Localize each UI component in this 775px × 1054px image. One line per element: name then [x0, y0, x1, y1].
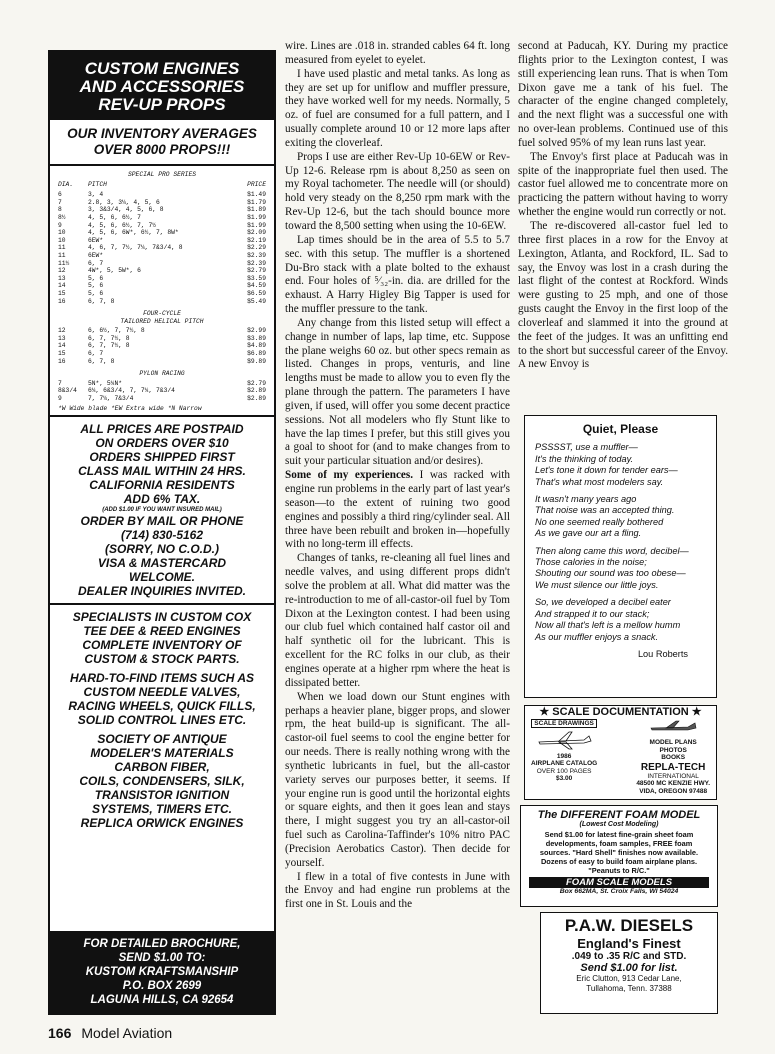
- insured-note: (ADD $1.00 IF YOU WANT INSURED MAIL): [102, 507, 222, 514]
- brochure-footer: FOR DETAILED BROCHURE, SEND $1.00 TO: KUSTOM KRAFTSMANSHIP P.O. BOX 2699 LAGUNA HILLS, CA 92654: [50, 931, 274, 1013]
- price-row: 8 3, 3&3/4, 4, 5, 6, 8 $1.89: [58, 206, 266, 214]
- article-paragraph: second at Paducah, KY. During my practice flights prior to the Lexington contest, I was still experiencing lean runs. That is when Tom Dixon gave me a tank of his fuel. The character of the engine changed completely, and the next flight was a successful one with no over-lean problems. Continued use of this fuel solved 95% of my lean runs last year.: [518, 40, 728, 149]
- price-row: 7 5N*, 5¼N* $2.79: [58, 379, 266, 387]
- price-row: 10 4, 5, 6, 6W*, 6½, 7, 8W* $2.09: [58, 229, 266, 237]
- four-cycle-title: FOUR-CYCLE TAILORED HELICAL PITCH: [120, 310, 204, 325]
- poem-author: Lou Roberts: [637, 648, 688, 659]
- article-paragraph: Lap times should be in the area of 5.5 to 5.7 sec. with this setup. The muffler is a shortened Du-Bro stack with a plate bolted to the exhaust end. Four holes of ⁵⁄₃₂-in. dia. are drilled for the exhaust. A Harry Higley Big Tapper is used for the muffler pressure to the tank.: [285, 233, 510, 316]
- special-pro-rows: [58, 191, 266, 305]
- phone-number: (714) 830-5162: [120, 528, 204, 543]
- pylon-title: PYLON RACING: [139, 370, 185, 378]
- price-row: 6 3, 4 $1.49: [58, 191, 266, 199]
- airplane-drawing-icon: [534, 728, 594, 750]
- four-cycle-rows: [58, 327, 266, 365]
- paw-diesels-ad: P.A.W. DIESELS England's Finest .049 to .35 R/C and STD. Send $1.00 for list. Eric Clutton, 913 Cedar Lane, Tullahoma, Tenn. 37388: [540, 912, 718, 1014]
- airplane-photo-icon: [648, 719, 698, 737]
- poem-box: [524, 415, 717, 698]
- society-block: SOCIETY OF ANTIQUE MODELER'S MATERIALS CARBON FIBER, COILS, CONDENSERS, SILK, TRANSISTOR IGNITION SYSTEMS, TIMERS ETC. REPLICA ORWICK ENGINES: [79, 732, 245, 831]
- poem-stanza: PSSSST, use a muffler— It's the thinking of today. Let's tone it down for tender ears— That's what most modelers say.: [535, 442, 678, 487]
- repla-tech-logo: REPLA-TECH: [640, 761, 706, 773]
- price-row: 15 5, 6 $6.59: [58, 289, 266, 297]
- ad-header: CUSTOM ENGINES AND ACCESSORIES REV-UP PROPS: [50, 52, 274, 120]
- article-paragraph: When we load down our Stunt engines with perhaps a heavier plane, bigger props, and slower rpm, the heat build-up is significant. The all-castor-oil fuel seems to cool the engine better for our needs. There is really nothing wrong with the synthetic lubricants in fuel, but the all-castor variety serves our purposes better, it seems. If your engine run is good until the horizontal eights or square eights, and then it goes lean and stays there, I might suggest you try an all-castor-oil fuel such as Carolina-Taffinder's 10% nitro PAC (Precision Aerobatics Castor). Then decide for yourself.: [285, 690, 510, 869]
- order-info: ALL PRICES ARE POSTPAID ON ORDERS OVER $10 ORDERS SHIPPED FIRST CLASS MAIL WITHIN 24 HRS. CALIFORNIA RESIDENTS ADD 6% TAX. (ADD $1.00 IF YOU WANT INSURED MAIL) ORDER BY MAIL OR PHONE (714) 830-5162 (SORRY, NO C.O.D.) VISA & MASTERCARD WELCOME. DEALER INQUIRIES INVITED.: [50, 417, 274, 605]
- price-row: 11 4, 6, 7, 7½, 7¼, 7&3/4, 8 $2.29: [58, 244, 266, 252]
- price-row: 11½ 6, 7 $2.39: [58, 259, 266, 267]
- specialists-block: SPECIALISTS IN CUSTOM COX TEE DEE & REED ENGINES COMPLETE INVENTORY OF CUSTOM & STOCK PARTS.: [72, 610, 252, 667]
- hard-to-find-block: HARD-TO-FIND ITEMS SUCH AS CUSTOM NEEDLE VALVES, RACING WHEELS, QUICK FILLS, SOLID CONTROL LINES ETC.: [68, 671, 256, 728]
- article-paragraph: Any change from this listed setup will effect a change in number of laps, lap time, etc. Suppose the plane weighs 60 oz. but other specs remain as listed. Changes in props, venturis, and line lengths must be made to allow you to even fly the plane through the pattern. The parameters I have given, if used, will offer you some decent practice sessions. Not all modelers who fly Stunt like to have the lap times I prefer, but this still gives you a goal to shoot for (and to make changes from to suit your particular situation and/or desires).: [285, 316, 510, 468]
- pylon-rows: [58, 380, 266, 403]
- price-row: 9 4, 5, 6, 6½, 7, 7½ $1.99: [58, 221, 266, 229]
- price-row: 13 6, 7, 7½, 8 $3.89: [58, 334, 266, 342]
- article-paragraph: The re-discovered all-castor fuel led to three first places in a row for the Envoy at Lexington, Atlanta, and Rockford, IL. Sad to say, the Envoy was lost in a crash during the last flight of the contest at Rockford. Winds were gusting to 25 mph, and one of those gusts caught the Envoy in the first loop of the cloverleaf and slammed it into the ground at the feet of the judges. It was an unfitting end to the short but successful career of the Envoy. A new Envoy is: [518, 219, 728, 371]
- poem-title: Quiet, Please: [582, 422, 659, 436]
- price-table-header: DIA. PITCH PRICE: [58, 180, 266, 188]
- article-paragraph: I flew in a total of five contests in June with the Envoy and had engine run problems at the first one in St. Louis and the: [285, 870, 510, 911]
- scale-ad-right: MODEL PLANS PHOTOS BOOKS REPLA-TECH INTERNATIONAL 48500 MC KENZIE HWY. VIDA, OREGON 97488: [636, 719, 710, 796]
- price-row: 14 5, 6 $4.59: [58, 282, 266, 290]
- poem-stanza: It wasn't many years ago That noise was an accepted thing. No one seemed really bothered As we gave our art a fling.: [535, 494, 675, 539]
- price-row: 9 7, 7¼, 7&3/4 $2.89: [58, 395, 266, 403]
- article-paragraph: I have used plastic and metal tanks. As long as they are set up for uniflow and muffler pressure, they have worked well for my needs. Normally, 5 oz. of fuel are consumed for a full pattern, and I usually complete around 10 or 12 more laps after exiting the cloverleaf.: [285, 67, 510, 149]
- price-row: 8&3/4 6¼, 6&3/4, 7, 7¼, 7&3/4 $2.89: [58, 387, 266, 395]
- special-pro-title: SPECIAL PRO SERIES: [127, 171, 197, 178]
- poem-stanza: Then along came this word, decibel— Those calories in the noise; Shouting our sound was too obese— We must silence our little joys.: [535, 545, 689, 590]
- article-paragraph: The Envoy's first place at Paducah was in spite of the inappropriate fuel then used. The castor fuel allowed me to concentrate more on practicing the pattern without having to worry whether the engine would run correctly or not.: [518, 150, 728, 219]
- article-paragraph: wire. Lines are .018 in. stranded cables 64 ft. long measured from eyelet to eyelet.: [285, 40, 510, 66]
- poem-stanza: So, we developed a decibel eater And strapped it to our stack; Now all that's left is a mellow humm As our muffler enjoys a snack.: [535, 597, 681, 642]
- price-row: 14 6, 7, 7½, 8 $4.89: [58, 342, 266, 350]
- price-row: 16 6, 7, 8 $9.89: [58, 357, 266, 365]
- price-row: 12 4W*, 5, 5W*, 6 $2.79: [58, 267, 266, 275]
- price-row: 7 2.8, 3, 3¼, 4, 5, 6 $1.79: [58, 198, 266, 206]
- foam-model-ad: The DIFFERENT FOAM MODEL (Lowest Cost Modeling) Send $1.00 for latest fine-grain sheet foam developments, foam samples, FREE foam sources. "Hard Shell" finishes now available. Dozens of easy to build foam airplane plans. "Peanuts to R/C." FOAM SCALE MODELS Box 662MA, St. Croix Falls, WI 54024: [520, 805, 718, 907]
- price-row: 8½ 4, 5, 6, 6½, 7 $1.99: [58, 213, 266, 221]
- custom-engines-ad: [48, 50, 276, 1015]
- price-row: 15 6, 7 $6.89: [58, 350, 266, 358]
- scale-ad-left: SCALE DRAWINGS 1986 AIRPLANE CATALOG OVER 100 PAGES $3.00: [531, 719, 598, 782]
- price-row: 16 6, 7, 8 $5.49: [58, 297, 266, 305]
- page-footer: [48, 1025, 172, 1041]
- article-column-middle: [285, 40, 510, 912]
- article-paragraph: Some of my experiences. I was racked with engine run problems in the early part of last year's season—to the extent of ruining two good engines and possibly a third ring/cylinder seal. All three have been rebuilt and broken in—hopefully with no long-term ill effects.: [285, 469, 510, 551]
- article-paragraph: Props I use are either Rev-Up 10-6EW or Rev-Up 12-6. Release rpm is about 8,250 as seen on my Royal tachometer. The needle will (or should) hold very steady on the 8,250 rpm mark with the Rev-Up 12-6, but the tach should bounce more toward the 8,500 setting when using the 10-6EW.: [285, 150, 510, 232]
- article-paragraph: Changes of tanks, re-cleaning all fuel lines and needle valves, and using different props didn't solve the problem at all. What did matter was the re-introduction to me of all-castor-oil fuel by Tom Dixon at the Lexington contest. I had been using our club fuel which contained half castor oil and half synthetic oil for the lubricant. This is excellent for the RC folks in our club, as their engines operate at a higher rpm where the heat is dissipated better.: [285, 552, 510, 689]
- blade-legend: *W Wide blade *EW Extra wide *N Narrow: [58, 404, 202, 412]
- price-row: 11 6EW* $2.39: [58, 251, 266, 259]
- price-row: 13 5, 6 $3.59: [58, 274, 266, 282]
- poem-body: [535, 442, 706, 643]
- price-row: 10 6EW* $2.19: [58, 236, 266, 244]
- inventory-banner: OUR INVENTORY AVERAGES OVER 8000 PROPS!!!: [50, 120, 274, 166]
- price-table: [50, 166, 274, 417]
- specialists-info: [50, 605, 274, 931]
- price-row: 12 6, 6½, 7, 7½, 8 $2.99: [58, 327, 266, 335]
- scale-documentation-ad: ★ SCALE DOCUMENTATION ★ SCALE DRAWINGS 1986 AIRPLANE CATALOG OVER 100 PAGES $3.00 MODEL PLANS PHOTOS BOOKS REPLA-TECH INTERNATIONAL 48500 MC KENZIE HWY. VIDA, OREGON 97488: [524, 705, 717, 800]
- page-number: 166: [48, 1025, 72, 1041]
- article-column-right: [518, 40, 728, 372]
- section-heading: Some of my experiences.: [285, 469, 414, 482]
- magazine-name: Model Aviation: [81, 1025, 173, 1041]
